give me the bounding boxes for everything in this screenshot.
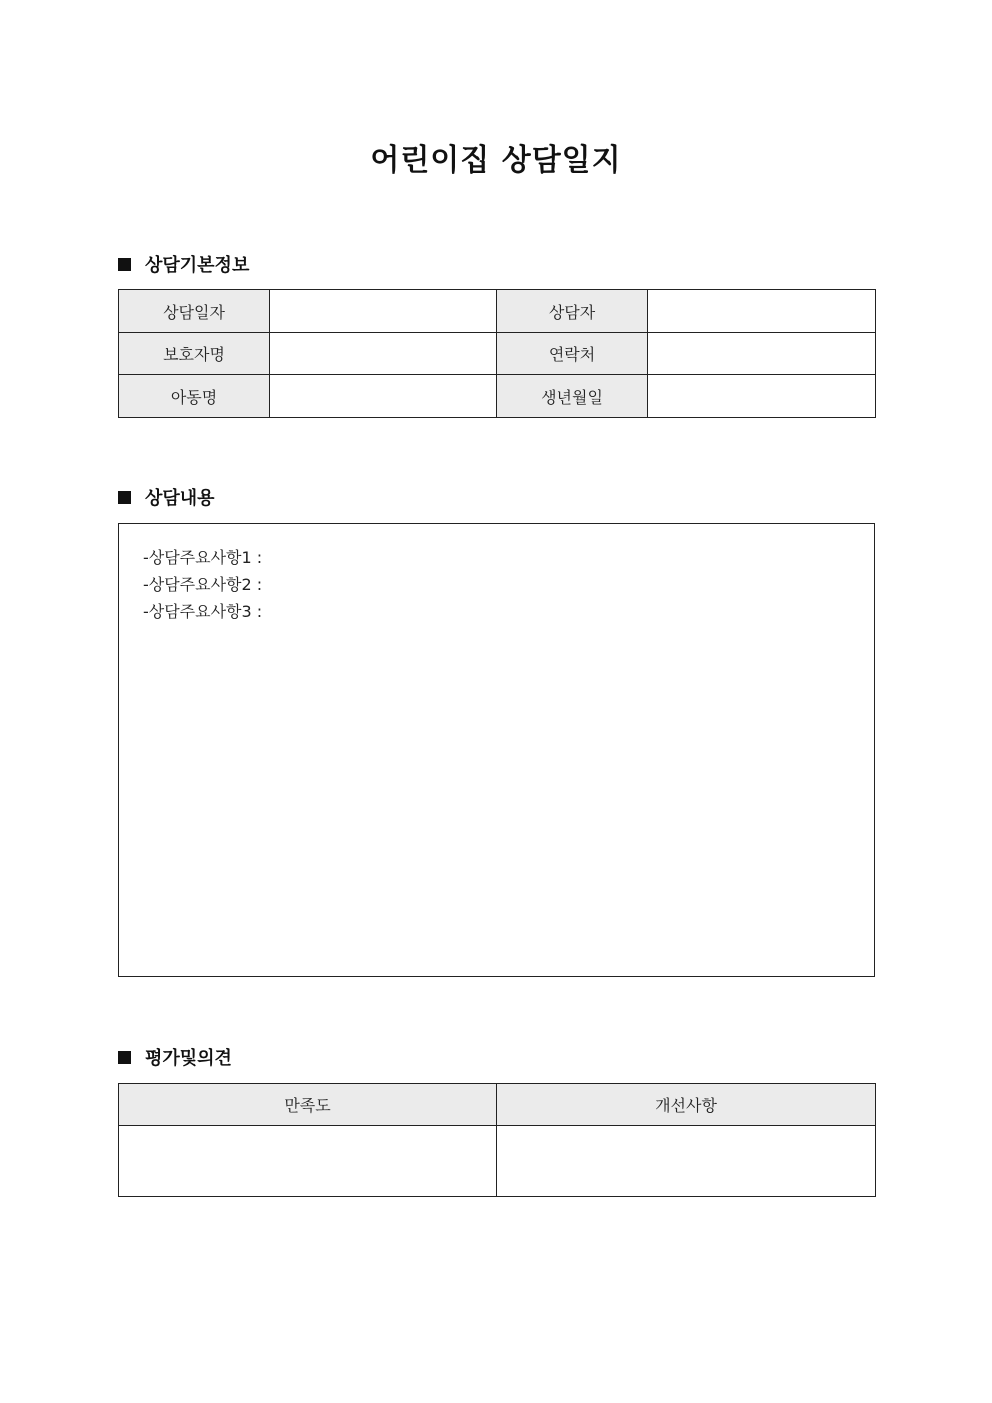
birthdate-field[interactable] [648, 375, 876, 418]
content-line-2: -상담주요사항2 : [143, 575, 263, 594]
improvements-field[interactable] [497, 1126, 876, 1197]
section-heading-content [118, 485, 215, 509]
section-heading-basic-info [118, 252, 249, 276]
contact-field[interactable] [648, 333, 876, 375]
basic-info-table [118, 289, 876, 418]
label-contact: 연락처 [497, 333, 648, 375]
label-consult-date: 상담일자 [119, 290, 270, 333]
table-row [119, 1126, 876, 1197]
table-row [119, 375, 876, 418]
table-row [119, 1084, 876, 1126]
consult-date-field[interactable] [270, 290, 497, 333]
guardian-name-field[interactable] [270, 333, 497, 375]
section-title: 상담기본정보 [145, 255, 250, 276]
table-row [119, 333, 876, 375]
label-improvements: 개선사항 [497, 1084, 876, 1126]
black-square-icon [118, 491, 131, 504]
label-counselor: 상담자 [497, 290, 648, 333]
label-birthdate: 생년월일 [497, 375, 648, 418]
satisfaction-field[interactable] [119, 1126, 497, 1197]
content-line-3: -상담주요사항3 : [143, 602, 263, 621]
label-satisfaction: 만족도 [119, 1084, 497, 1126]
content-lines [143, 544, 262, 625]
section-title: 평가및의견 [145, 1048, 232, 1069]
black-square-icon [118, 1051, 131, 1064]
label-guardian-name: 보호자명 [119, 333, 270, 375]
section-heading-evaluation [118, 1045, 232, 1069]
child-name-field[interactable] [270, 375, 497, 418]
page-title: 어린이집 상담일지 [370, 143, 622, 178]
evaluation-table [118, 1083, 876, 1197]
content-line-1: -상담주요사항1 : [143, 548, 263, 567]
table-row [119, 290, 876, 333]
counselor-field[interactable] [648, 290, 876, 333]
section-title: 상담내용 [145, 488, 215, 509]
label-child-name: 아동명 [119, 375, 270, 418]
consult-content-box[interactable] [118, 523, 875, 977]
black-square-icon [118, 258, 131, 271]
